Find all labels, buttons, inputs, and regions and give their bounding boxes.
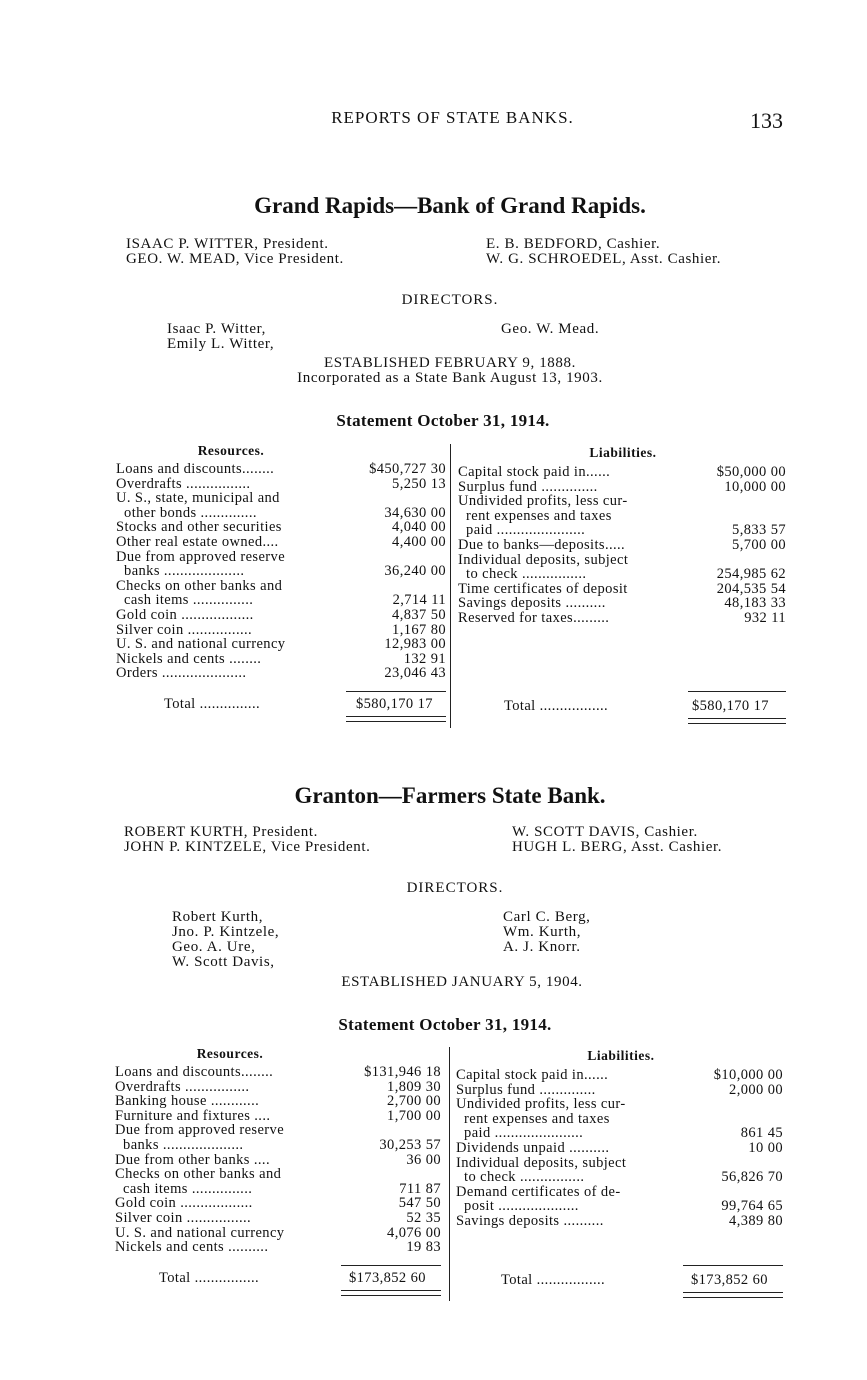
line-item-amount: 99,764 65 (721, 1198, 783, 1215)
line-item-amount: 10 00 (748, 1139, 783, 1156)
liability-row (458, 596, 786, 611)
line-item-label: Surplus fund .............. (458, 478, 598, 495)
line-item-label: Individual deposits, subject (458, 551, 629, 568)
resources-column (116, 444, 446, 681)
line-item-amount: 5,250 13 (392, 475, 446, 492)
director: W. Scott Davis, (172, 954, 275, 970)
line-item-amount: 1,167 80 (392, 621, 446, 638)
resource-row (116, 579, 446, 594)
line-item-label: Savings deposits .......... (456, 1212, 604, 1229)
directors-heading: DIRECTORS. (401, 292, 499, 308)
established-note (0, 975, 867, 990)
line-item-label: Undivided profits, less cur- (456, 1096, 626, 1113)
line-item-label: Demand certificates of de- (456, 1183, 621, 1200)
director: Carl C. Berg, (503, 909, 591, 925)
liability-row (458, 611, 786, 626)
line-item-amount: 1,809 30 (387, 1078, 441, 1095)
established-date: ESTABLISHED FEBRUARY 9, 1888. (324, 355, 576, 371)
line-item-amount: 254,985 62 (716, 566, 786, 583)
liability-row (456, 1097, 783, 1112)
line-item-amount: 5,700 00 (732, 536, 786, 553)
line-item-label: posit .................... (456, 1198, 579, 1215)
officer-asst-cashier: HUGH L. BERG, Asst. Cashier. (512, 839, 723, 855)
line-item-label: banks .................... (116, 563, 245, 580)
resource-row (116, 564, 446, 579)
resources-heading: Resources. (197, 443, 265, 458)
director: Geo. W. Mead. (501, 321, 600, 337)
resources-total-amount: $173,852 60 (349, 1270, 426, 1286)
director: Isaac P. Witter, (167, 321, 266, 337)
officer-president: ROBERT KURTH, President. (124, 824, 318, 840)
line-item-amount: $450,727 30 (369, 461, 446, 477)
resources-total-label: Total ............... (164, 696, 260, 712)
resource-row (115, 1094, 441, 1109)
directors-heading: DIRECTORS. (406, 880, 504, 896)
officer-president: ISAAC P. WITTER, President. (126, 236, 329, 252)
line-item-label: rent expenses and taxes (458, 507, 612, 524)
line-item-amount: 4,389 80 (729, 1212, 783, 1229)
page-header (0, 108, 867, 133)
line-item-amount: 19 83 (406, 1239, 441, 1256)
resource-row (116, 593, 446, 608)
line-item-amount: 1,700 00 (387, 1107, 441, 1124)
line-item-label: Dividends unpaid .......... (456, 1139, 610, 1156)
line-item-label: Individual deposits, subject (456, 1154, 627, 1171)
line-item-amount: 2,714 11 (392, 592, 446, 609)
resource-row (115, 1109, 441, 1124)
line-item-label: other bonds .............. (116, 504, 257, 521)
column-divider (450, 444, 451, 728)
established-date: ESTABLISHED JANUARY 5, 1904. (341, 974, 583, 990)
line-item-label: Undivided profits, less cur- (458, 493, 628, 510)
liability-row (456, 1156, 783, 1171)
line-item-amount: 52 35 (406, 1209, 441, 1226)
line-item-amount: 30,253 57 (379, 1136, 441, 1153)
liabilities-total-amount: $173,852 60 (691, 1272, 768, 1288)
line-item-label: Due from approved reserve (116, 548, 286, 565)
liabilities-total-label: Total ................. (504, 698, 609, 714)
line-item-amount: 10,000 00 (724, 478, 786, 495)
liabilities-rows (458, 465, 786, 626)
resource-row (116, 477, 446, 492)
liabilities-heading: Liabilities. (589, 445, 657, 460)
resource-row (115, 1123, 441, 1138)
line-item-amount: 932 11 (744, 609, 786, 626)
line-item-label: Other real estate owned.... (116, 533, 279, 550)
resources-heading: Resources. (196, 1046, 264, 1061)
established-note (0, 356, 867, 386)
resource-row (115, 1240, 441, 1255)
line-item-label: Silver coin ................ (116, 621, 253, 638)
page-number: 133 (750, 108, 783, 133)
resources-rows (116, 462, 446, 681)
line-item-label: Due to banks—deposits..... (458, 536, 626, 553)
liability-row (458, 480, 786, 495)
resource-row (116, 535, 446, 550)
double-rule (688, 718, 786, 724)
resource-row (116, 666, 446, 681)
liability-row (458, 553, 786, 568)
line-item-label: Orders ..................... (116, 665, 247, 682)
resource-row (115, 1182, 441, 1197)
line-item-amount: 204,535 54 (716, 580, 786, 597)
line-item-label: Capital stock paid in...... (456, 1067, 609, 1083)
line-item-amount: 36,240 00 (384, 563, 446, 580)
liabilities-rows (456, 1068, 783, 1229)
director: Robert Kurth, (172, 909, 264, 925)
line-item-label: Savings deposits .......... (458, 595, 606, 612)
liability-row (456, 1141, 783, 1156)
director: Geo. A. Ure, (172, 939, 256, 955)
total-rule (341, 1265, 441, 1266)
line-item-amount: 2,000 00 (729, 1081, 783, 1098)
total-rule (688, 691, 786, 692)
line-item-label: Surplus fund .............. (456, 1081, 596, 1098)
line-item-label: Capital stock paid in...... (458, 464, 611, 480)
line-item-amount: 4,076 00 (387, 1224, 441, 1241)
officer-vice-president: GEO. W. MEAD, Vice President. (126, 251, 344, 267)
resource-row (116, 506, 446, 521)
line-item-label: Loans and discounts........ (116, 461, 275, 477)
line-item-amount: $131,946 18 (364, 1064, 441, 1080)
line-item-label: Reserved for taxes......... (458, 609, 610, 626)
liability-row (456, 1170, 783, 1185)
line-item-amount: 861 45 (740, 1125, 783, 1142)
line-item-amount: 547 50 (398, 1195, 441, 1212)
resource-row (115, 1153, 441, 1168)
line-item-label: banks .................... (115, 1136, 244, 1153)
running-title: REPORTS OF STATE BANKS. (331, 108, 574, 127)
resources-rows (115, 1065, 441, 1255)
line-item-amount: 48,183 33 (724, 595, 786, 612)
line-item-label: Nickels and cents .......... (115, 1239, 269, 1256)
double-rule (683, 1292, 783, 1298)
total-rule (346, 691, 446, 692)
officer-vice-president: JOHN P. KINTZELE, Vice President. (124, 839, 371, 855)
liability-row (458, 538, 786, 553)
double-rule (341, 1290, 441, 1296)
line-item-amount: $10,000 00 (713, 1067, 783, 1083)
line-item-label: Gold coin .................. (115, 1195, 253, 1212)
line-item-label: Stocks and other securities (116, 519, 282, 536)
line-item-label: to check ................ (458, 566, 587, 583)
resources-total-label: Total ................ (159, 1270, 260, 1286)
liabilities-column (458, 444, 786, 626)
line-item-label: Due from approved reserve (115, 1122, 285, 1139)
resource-row (116, 550, 446, 565)
resource-row (115, 1196, 441, 1211)
line-item-label: cash items ............... (116, 592, 254, 609)
resource-row (115, 1065, 441, 1080)
resource-row (115, 1167, 441, 1182)
line-item-label: Nickels and cents ........ (116, 650, 262, 667)
line-item-amount: 4,040 00 (392, 519, 446, 536)
officer-asst-cashier: W. G. SCHROEDEL, Asst. Cashier. (486, 251, 722, 267)
line-item-label: paid ...................... (458, 522, 586, 539)
director: A. J. Knorr. (503, 939, 581, 955)
liability-row (458, 465, 786, 480)
line-item-label: Loans and discounts........ (115, 1064, 274, 1080)
line-item-label: cash items ............... (115, 1180, 253, 1197)
resource-row (115, 1080, 441, 1095)
officer-cashier: W. SCOTT DAVIS, Cashier. (512, 824, 698, 840)
line-item-amount: 4,400 00 (392, 533, 446, 550)
line-item-label: Checks on other banks and (115, 1166, 282, 1183)
line-item-label: paid ...................... (456, 1125, 584, 1142)
line-item-amount: 132 91 (403, 650, 446, 667)
resource-row (116, 637, 446, 652)
resource-row (115, 1138, 441, 1153)
resource-row (116, 652, 446, 667)
line-item-amount: 5,833 57 (732, 522, 786, 539)
liabilities-total-amount: $580,170 17 (692, 698, 769, 714)
line-item-label: Overdrafts ................ (116, 475, 251, 492)
director: Emily L. Witter, (167, 336, 275, 352)
liabilities-heading: Liabilities. (587, 1048, 655, 1063)
liability-row (458, 582, 786, 597)
line-item-label: to check ................ (456, 1169, 585, 1186)
resources-total-amount: $580,170 17 (356, 696, 433, 712)
liability-row (456, 1185, 783, 1200)
line-item-label: U. S., state, municipal and (116, 490, 280, 507)
incorporated-date: Incorporated as a State Bank August 13, 1903. (297, 370, 603, 386)
line-item-label: rent expenses and taxes (456, 1110, 610, 1127)
resource-row (115, 1211, 441, 1226)
line-item-label: Due from other banks .... (115, 1151, 270, 1168)
liabilities-column (456, 1047, 783, 1229)
liability-row (458, 509, 786, 524)
line-item-amount: 36 00 (406, 1151, 441, 1168)
resources-column (115, 1047, 441, 1255)
liability-row (456, 1083, 783, 1098)
liability-row (458, 523, 786, 538)
resource-row (116, 520, 446, 535)
line-item-amount: 12,983 00 (384, 636, 446, 653)
line-item-label: Banking house ............ (115, 1093, 260, 1110)
statement-title: Statement October 31, 1914. (336, 411, 550, 430)
line-item-label: Overdrafts ................ (115, 1078, 250, 1095)
line-item-label: Furniture and fixtures .... (115, 1107, 271, 1124)
line-item-label: Checks on other banks and (116, 577, 283, 594)
liability-row (456, 1112, 783, 1127)
line-item-label: Gold coin .................. (116, 606, 254, 623)
line-item-label: U. S. and national currency (115, 1224, 285, 1241)
resource-row (116, 462, 446, 477)
officer-cashier: E. B. BEDFORD, Cashier. (486, 236, 661, 252)
bank-title: Grand Rapids—Bank of Grand Rapids. (254, 193, 646, 218)
liability-row (456, 1126, 783, 1141)
line-item-amount: 34,630 00 (384, 504, 446, 521)
line-item-amount: 2,700 00 (387, 1093, 441, 1110)
line-item-amount: $50,000 00 (716, 464, 786, 480)
liability-row (456, 1214, 783, 1229)
line-item-amount: 56,826 70 (721, 1169, 783, 1186)
line-item-label: Silver coin ................ (115, 1209, 252, 1226)
line-item-label: Time certificates of deposit (458, 580, 628, 597)
liability-row (456, 1199, 783, 1214)
liabilities-total-label: Total ................. (501, 1272, 606, 1288)
resource-row (116, 623, 446, 638)
bank-title: Granton—Farmers State Bank. (294, 783, 606, 808)
statement-title: Statement October 31, 1914. (338, 1015, 552, 1034)
double-rule (346, 716, 446, 722)
line-item-amount: 711 87 (399, 1180, 441, 1197)
column-divider (449, 1047, 450, 1301)
line-item-label: U. S. and national currency (116, 636, 286, 653)
resource-row (115, 1226, 441, 1241)
liability-row (456, 1068, 783, 1083)
liability-row (458, 567, 786, 582)
resource-row (116, 608, 446, 623)
resource-row (116, 491, 446, 506)
director: Wm. Kurth, (503, 924, 582, 940)
liability-row (458, 494, 786, 509)
line-item-amount: 4,837 50 (392, 606, 446, 623)
director: Jno. P. Kintzele, (172, 924, 280, 940)
total-rule (683, 1265, 783, 1266)
line-item-amount: 23,046 43 (384, 665, 446, 682)
